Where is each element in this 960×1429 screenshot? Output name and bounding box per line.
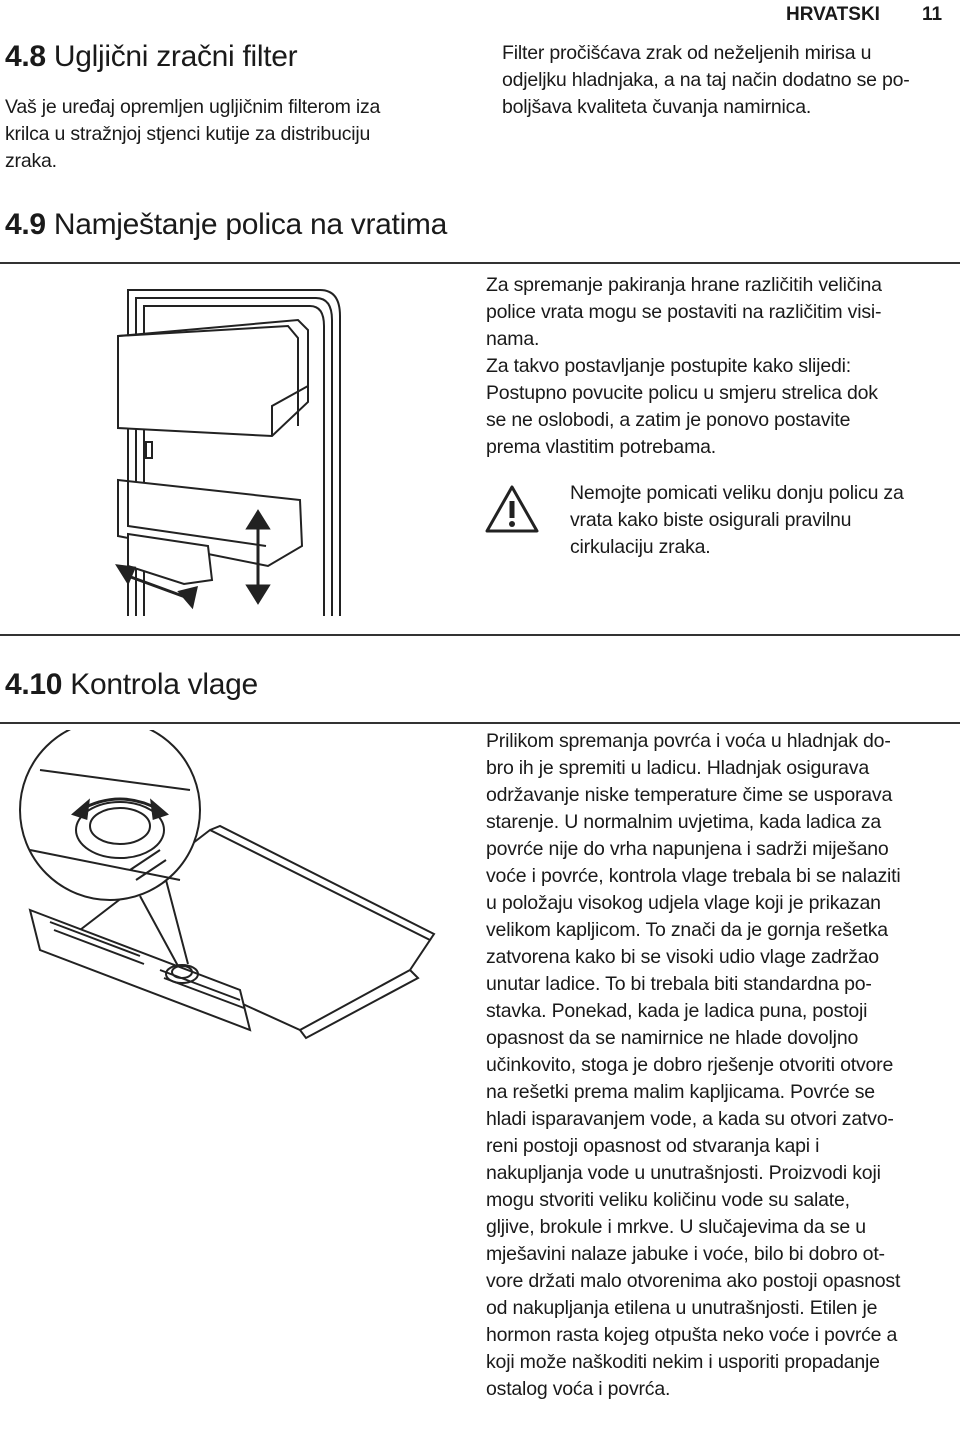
text-line: od nakupljanja etilena u unutrašnjosti. Etilen je bbox=[486, 1297, 878, 1319]
text-line: se ne oslobodi, a zatim je ponovo postavite bbox=[486, 409, 851, 431]
text-line: učinkovito, stoga je dobro rješenje otvoriti otvore bbox=[486, 1054, 894, 1076]
divider bbox=[0, 634, 960, 636]
door-shelves-illustration bbox=[88, 276, 350, 616]
text-line: police vrata mogu se postaviti na različitim visi- bbox=[486, 301, 882, 323]
section-4-8-heading bbox=[5, 40, 297, 74]
text-line: boljšava kvaliteta čuvanja namirnica. bbox=[502, 96, 812, 118]
text-line: hladi isparavanjem vode, a kada su otvori zatvo- bbox=[486, 1108, 894, 1130]
section-4-8-left-text bbox=[5, 94, 445, 175]
header-language: HRVATSKI bbox=[786, 4, 880, 25]
section-title: Kontrola vlage bbox=[70, 668, 258, 701]
text-line: hormon rasta kojeg otpušta neko voće i povrće a bbox=[486, 1324, 898, 1346]
text-line: mogu stvoriti veliku količinu vode su salate, bbox=[486, 1189, 850, 1211]
text-line: održavanje niske temperature čime se usporava bbox=[486, 784, 893, 806]
text-line: cirkulaciju zraka. bbox=[570, 536, 711, 558]
text-line: Za spremanje pakiranja hrane različitih veličina bbox=[486, 274, 882, 296]
warning-triangle-icon bbox=[484, 484, 540, 534]
text-line: vore držati malo otvorenima ako postoji opasnost bbox=[486, 1270, 901, 1292]
section-4-9-text bbox=[486, 272, 956, 461]
text-line: ostalog voća i povrća. bbox=[486, 1378, 671, 1400]
section-4-10-heading bbox=[5, 668, 258, 702]
section-4-9-warning bbox=[570, 480, 956, 561]
text-line: Za takvo postavljanje postupite kako slijedi: bbox=[486, 355, 851, 377]
divider bbox=[0, 262, 960, 264]
text-line: opasnost da se namirnice ne hlade dovoljno bbox=[486, 1027, 859, 1049]
text-line: vrata kako biste osigurali pravilnu bbox=[570, 509, 852, 531]
text-line: Prilikom spremanja povrća i voća u hladnjak do- bbox=[486, 730, 891, 752]
divider bbox=[0, 722, 960, 724]
text-line: odjeljku hladnjaka, a na taj način dodatno se po- bbox=[502, 69, 910, 91]
text-line: Postupno povucite policu u smjeru strelica dok bbox=[486, 382, 878, 404]
section-title: Ugljični zračni filter bbox=[53, 40, 298, 73]
section-number: 4.8 bbox=[5, 40, 46, 73]
page-number: 11 bbox=[922, 4, 943, 25]
text-line: povrće nije do vrha napunjena i sadrži miješano bbox=[486, 838, 889, 860]
section-4-10-text bbox=[486, 728, 956, 1403]
humidity-control-illustration bbox=[10, 730, 450, 1040]
section-number: 4.10 bbox=[5, 668, 63, 701]
text-line: Vaš je uređaj opremljen ugljičnim filterom iza bbox=[5, 96, 381, 118]
text-line: Filter pročišćava zrak od neželjenih mirisa u bbox=[502, 42, 872, 64]
text-line: Nemojte pomicati veliku donju policu za bbox=[570, 482, 904, 504]
text-line: zraka. bbox=[5, 150, 57, 172]
text-line: koji može naškoditi nekim i usporiti propadanje bbox=[486, 1351, 880, 1373]
text-line: reni postoji opasnost od stvaranja kapi i bbox=[486, 1135, 820, 1157]
section-number: 4.9 bbox=[5, 208, 46, 241]
section-title: Namještanje polica na vratima bbox=[53, 208, 448, 241]
text-line: gljive, brokule i mrkve. U slučajevima da se u bbox=[486, 1216, 866, 1238]
text-line: zatvorena kako bi se visoki udio vlage zadržao bbox=[486, 946, 879, 968]
section-4-8-right-text bbox=[502, 40, 954, 121]
text-line: na rešetki prema malim kapljicama. Povrće se bbox=[486, 1081, 875, 1103]
text-line: u položaju visokog udjela vlage koji je prikazan bbox=[486, 892, 881, 914]
text-line: nakupljanja vode u unutrašnjosti. Proizvodi koji bbox=[486, 1162, 881, 1184]
text-line: stavka. Ponekad, kada je ladica puna, postoji bbox=[486, 1000, 868, 1022]
text-line: nama. bbox=[486, 328, 540, 350]
text-line: voće i povrće, kontrola vlage trebala bi se nalaziti bbox=[486, 865, 901, 887]
text-line: starenje. U normalnim uvjetima, kada ladica za bbox=[486, 811, 882, 833]
text-line: velikom kapljicom. To znači da je gornja rešetka bbox=[486, 919, 888, 941]
section-4-9-heading bbox=[5, 208, 447, 242]
text-line: krilca u stražnjoj stjenci kutije za distribuciju bbox=[5, 123, 371, 145]
text-line: bro ih je spremiti u ladicu. Hladnjak osigurava bbox=[486, 757, 869, 779]
text-line: unutar ladice. To bi trebala biti standardna po- bbox=[486, 973, 872, 995]
text-line: prema vlastitim potrebama. bbox=[486, 436, 716, 458]
text-line: mješavini nalaze jabuke i voće, bilo bi dobro ot- bbox=[486, 1243, 885, 1265]
